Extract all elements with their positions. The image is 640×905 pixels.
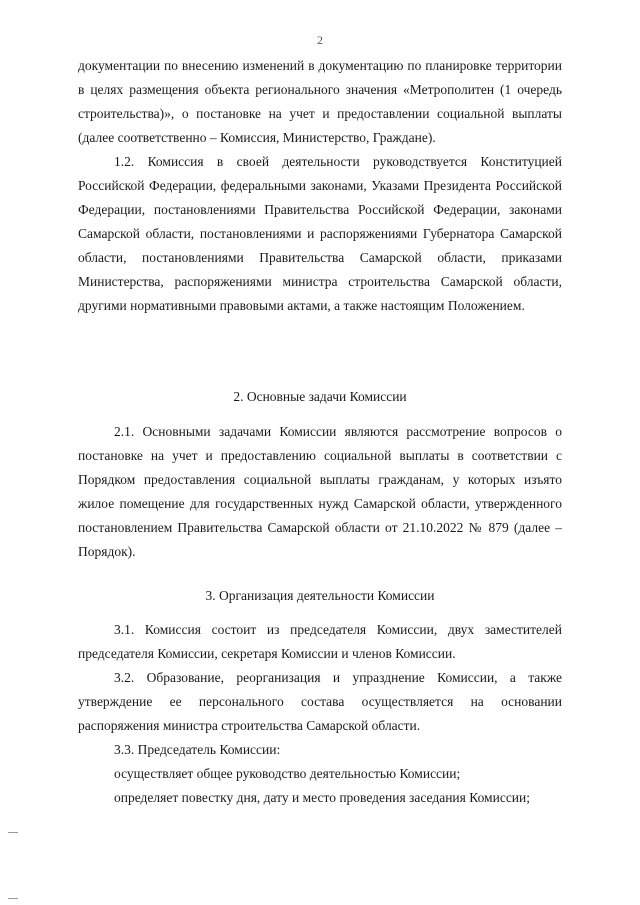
paragraph: определяет повестку дня, дату и место проведения заседания Комиссии; — [114, 790, 531, 805]
paragraph: осуществляет общее руководство деятельностью Комиссии; — [114, 766, 461, 781]
paragraph: документации по внесению изменений в документацию по планировке территории в целях размещения объекта регионального значения «Метрополитен (1 очередь строительства)», о постановке на учет и предоставлении социальной выплаты (далее соответственно – Комиссия, Министерство, Граждане). — [78, 58, 562, 145]
paragraph: 3.1. Комиссия состоит из председателя Комиссии, двух заместителей председателя Комиссии, секретаря Комиссии и членов Комиссии. — [78, 622, 562, 661]
paragraph: 3.3. Председатель Комиссии: — [114, 742, 281, 757]
paragraph: 2.1. Основными задачами Комиссии являются рассмотрение вопросов о постановке на учет и предоставлению социальной выплаты в соответствии с Порядком предоставления социальной выплаты гражданам, у которых изъято жилое помещение для государственных нужд Самарской области, утвержденного постановлением Правительства Самарской области от 21.10.2022 № 879 (далее – Порядок). — [78, 424, 562, 559]
scan-artifact — [8, 898, 18, 899]
section-3-heading: 3. Организация деятельности Комиссии — [205, 588, 435, 603]
section-3-text — [78, 618, 562, 810]
scan-artifact — [8, 832, 18, 833]
paragraph: 3.2. Образование, реорганизация и упразднение Комиссии, а также утверждение ее персонального состава осуществляется на основании распоряжения министра строительства Самарской области. — [78, 670, 562, 733]
section-2-heading: 2. Основные задачи Комиссии — [233, 389, 407, 404]
paragraph: 1.2. Комиссия в своей деятельности руководствуется Конституцией Российской Федерации, федеральными законами, Указами Президента Российской Федерации, постановлениями Правительства Российской Федерации, законами Самарской области, постановлениями и распоряжениями Губернатора Самарской области, постановлениями Правительства Самарской области, приказами Министерства, распоряжениями министра строительства Самарской области, другими нормативными правовыми актами, а также настоящим Положением. — [78, 154, 562, 313]
section-2-text — [78, 420, 562, 564]
section-1-text — [78, 54, 562, 318]
page-number: 2 — [317, 33, 323, 47]
